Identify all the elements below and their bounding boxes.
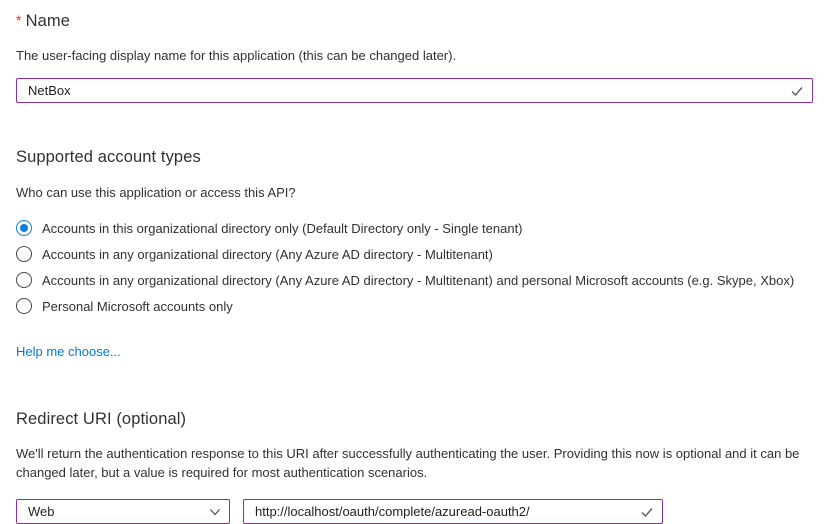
- redirect-uri-input-container: [243, 499, 663, 524]
- radio-option-multitenant-personal[interactable]: [16, 267, 813, 293]
- platform-select-container: [16, 499, 230, 524]
- radio-button-icon[interactable]: [16, 298, 32, 314]
- radio-option-single-tenant[interactable]: [16, 215, 813, 241]
- radio-option-multitenant[interactable]: [16, 241, 813, 267]
- name-input-container: [16, 78, 813, 103]
- radio-option-label: Accounts in this organizational directory only (Default Directory only - Single tenant): [42, 220, 523, 236]
- radio-button-icon[interactable]: [16, 246, 32, 262]
- platform-selected-value: Web: [28, 504, 55, 519]
- redirect-uri-title: Redirect URI (optional): [16, 410, 187, 428]
- redirect-uri-input[interactable]: [243, 499, 663, 524]
- radio-button-icon[interactable]: [16, 220, 32, 236]
- name-section-title: Name: [25, 12, 70, 30]
- radio-option-label: Accounts in any organizational directory (Any Azure AD directory - Multitenant) and personal Microsoft accounts (e.g. Skype, Xbox): [42, 272, 795, 288]
- redirect-uri-description: We'll return the authentication response to this URI after successfully authenticating the user. Providing this now is optional and it can be changed later, but a value is required for most authentication scenarios.: [16, 446, 800, 480]
- radio-option-personal-only[interactable]: [16, 293, 813, 319]
- radio-button-icon[interactable]: [16, 272, 32, 288]
- account-types-title: Supported account types: [16, 148, 201, 166]
- name-input[interactable]: [16, 78, 813, 103]
- platform-select[interactable]: [16, 499, 230, 524]
- radio-option-label: Accounts in any organizational directory (Any Azure AD directory - Multitenant): [42, 246, 493, 262]
- help-me-choose-link[interactable]: Help me choose...: [16, 344, 121, 359]
- account-types-question: Who can use this application or access this API?: [16, 185, 296, 200]
- name-description: The user-facing display name for this application (this can be changed later).: [16, 48, 457, 63]
- account-types-radio-group: [16, 215, 813, 319]
- required-asterisk: *: [16, 12, 22, 28]
- name-section-header: [16, 12, 813, 31]
- redirect-uri-row: [16, 499, 813, 524]
- radio-option-label: Personal Microsoft accounts only: [42, 298, 233, 314]
